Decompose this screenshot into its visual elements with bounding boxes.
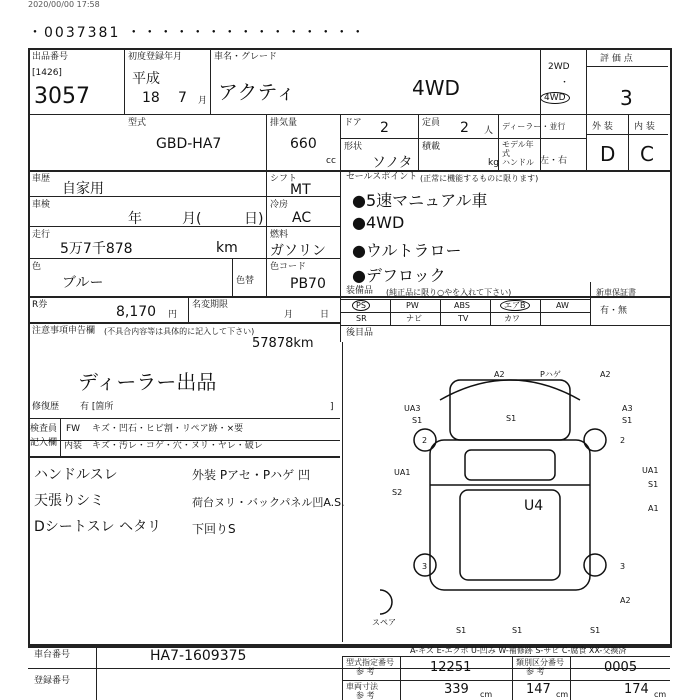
- diagram-label-s1-e: S1: [456, 626, 467, 635]
- displacement: 660: [290, 136, 317, 152]
- diagram-label-s1-b: S1: [506, 414, 517, 423]
- diagram-tire-rl: 3: [422, 562, 428, 571]
- type-approval-label-2: 参 考: [356, 667, 375, 676]
- model-label: 型式: [128, 118, 147, 128]
- height: 174: [624, 682, 649, 697]
- chassis-number: HA7-1609375: [150, 648, 247, 664]
- warranty-value: 有・無: [600, 306, 628, 316]
- history-value: 自家用: [62, 181, 104, 197]
- displacement-label: 排気量: [270, 118, 298, 128]
- car-grade: 4WD: [412, 76, 460, 100]
- shape-label: 形状: [344, 142, 363, 152]
- equip-leather: カワ: [504, 314, 520, 323]
- registration-month: 7: [178, 90, 187, 106]
- diagram-label-s1-g: S1: [590, 626, 601, 635]
- recycle-yen: 円: [168, 310, 178, 320]
- mileage-label: 走行: [32, 230, 51, 240]
- remark-left-3: Dシートスレ ヘタリ: [34, 519, 162, 535]
- diagram-label-a2-right: A2: [600, 370, 611, 379]
- color-change-label: 色替: [236, 276, 255, 286]
- remark-right-3: 下回りS: [192, 522, 236, 536]
- inspector-fw-items: キズ・凹石・ヒビ割・リペア跡・×要: [92, 424, 244, 434]
- color-code-label: 色コード: [270, 262, 307, 272]
- inspector-label-1: 検査員: [30, 424, 58, 434]
- car-name: アクティ: [218, 80, 296, 104]
- score-label: 評 価 点: [600, 54, 633, 64]
- sales-points-title: セールスポイント: [346, 172, 418, 182]
- transfer-label: 名変期限: [192, 300, 229, 310]
- inspector-label-2: 記入欄: [30, 438, 58, 448]
- equipment-title: 装備品: [346, 286, 374, 296]
- model-year: モデル年式: [502, 140, 534, 158]
- remark-right-2: 荷台ヌリ・バックパネル凹A.S.: [192, 496, 345, 509]
- diagram-label-s2: S2: [392, 488, 403, 497]
- width-unit: cm: [556, 690, 569, 699]
- equip-airbag: エアB: [500, 300, 530, 311]
- fuel-value: ガソリン: [270, 243, 326, 259]
- inspection-label: 車検: [32, 200, 51, 210]
- car-name-label: 車名・グレード: [214, 52, 278, 62]
- notes-label: 注意事項申告欄: [32, 326, 96, 336]
- equip-ps: PS: [352, 300, 370, 311]
- sales-point-2-text: 4WD: [365, 213, 405, 232]
- interior-label: 内 装: [634, 122, 655, 132]
- mileage-value: 5万7千878: [60, 241, 133, 257]
- diagram-tire-rr: 3: [620, 562, 626, 571]
- diagram-label-a1: A1: [648, 504, 659, 513]
- notes-sub: (不具合内容等は具体的に記入して下さい): [104, 327, 255, 336]
- diagram-label-s1-c: S1: [622, 416, 633, 425]
- width: 147: [526, 682, 551, 697]
- color-label: 色: [32, 262, 42, 272]
- vehicle-diagram: [380, 360, 640, 620]
- shift-value: MT: [290, 182, 311, 198]
- diagram-tire-fl: 2: [422, 436, 428, 445]
- recycle-value: 8,170: [116, 304, 157, 320]
- inspection-year: 年: [128, 211, 142, 227]
- diagram-label-a2-left: A2: [494, 370, 505, 379]
- sales-point-1-text: 5速マニュアル車: [365, 191, 488, 210]
- chassis-label: 車台番号: [34, 650, 71, 660]
- inspection-month: 月(: [182, 211, 202, 227]
- lot-number: 3057: [34, 84, 90, 109]
- drive-2wd: 2WD: [548, 62, 570, 72]
- recycle-label: R券: [32, 300, 48, 310]
- model-value: GBD-HA7: [156, 136, 222, 152]
- equipment-note: (純正品に限り○やを入れて下さい): [386, 288, 512, 297]
- category-label: 類別区分番号: [516, 658, 564, 667]
- notes-handwritten-km: 57878km: [252, 336, 314, 351]
- category: 0005: [604, 660, 638, 675]
- cc-unit: cc: [326, 156, 336, 166]
- interior-score: C: [640, 142, 654, 166]
- timestamp: 2020/00/00 17:58: [28, 0, 100, 9]
- diagram-label-a2-rear: A2: [620, 596, 631, 605]
- diagram-label-s1-f: S1: [512, 626, 523, 635]
- equip-abs: ABS: [454, 301, 470, 310]
- shape: ソノタ: [372, 155, 413, 171]
- fuel-label: 燃料: [270, 230, 289, 240]
- notes-handwritten: ディーラー出品: [78, 370, 217, 394]
- transfer-month: 月: [284, 310, 294, 320]
- inspector-fw: FW: [66, 424, 81, 434]
- lot-sub: [1426]: [32, 68, 62, 78]
- top-line: ・0037381 ・・・・・・・・・・・・・・・: [28, 25, 367, 41]
- doors: 2: [380, 120, 389, 136]
- history-label: 車歴: [32, 174, 51, 184]
- exterior-score: D: [600, 142, 616, 166]
- diagram-label-ua1-right: UA1: [642, 466, 659, 475]
- sales-point-3: ●ウルトラロー: [352, 241, 462, 260]
- length-unit: cm: [480, 690, 493, 699]
- inspector-interior: 内装: [64, 441, 83, 451]
- remark-right-1: 外装 Pアセ・Pハゲ 凹: [192, 468, 310, 482]
- capacity: 2: [460, 120, 469, 136]
- shift-label: シフト: [270, 174, 298, 184]
- sales-points-note: (正常に機能するものに限ります): [420, 174, 539, 183]
- warranty-label: 新車保証書: [596, 288, 636, 297]
- lot-label: 出品番号: [32, 52, 69, 62]
- dealer-import: ディーラー・並行: [502, 122, 566, 131]
- diagram-label-phage: Pハゲ: [540, 370, 561, 379]
- registration-year: 18: [142, 90, 160, 106]
- remark-left-1: ハンドルスレ: [34, 467, 118, 483]
- diagram-label-ua1-left: UA1: [394, 468, 411, 477]
- diagram-label-s1-a: S1: [412, 416, 423, 425]
- repair-label: 修復歴: [32, 402, 60, 412]
- sales-point-4-text: デフロック: [365, 266, 446, 285]
- diagram-label-spare: スペア: [372, 618, 396, 627]
- load-label: 積載: [422, 142, 441, 152]
- repair-value: 有 [箇所: [80, 402, 114, 412]
- doors-label: ドア: [344, 118, 362, 128]
- category-label-2: 参 考: [526, 667, 545, 676]
- diagram-label-u4: U4: [524, 498, 544, 514]
- type-approval-label: 型式指定番号: [346, 658, 394, 667]
- color-code: PB70: [290, 276, 326, 292]
- handle-label: ハンドル: [502, 158, 534, 167]
- diagram-label-a3: A3: [622, 404, 633, 413]
- score-value: 3: [620, 86, 633, 110]
- equip-sr: SR: [356, 314, 367, 323]
- sales-point-2: ●4WD: [352, 213, 405, 232]
- remark-left-2: 天張りシミ: [34, 493, 104, 509]
- diagram-label-ua3: UA3: [404, 404, 421, 413]
- rear-seat-label: 後目品: [346, 328, 374, 338]
- inspection-day: 日): [244, 211, 264, 227]
- diagram-label-s1-d: S1: [648, 480, 659, 489]
- handle: 左・右: [540, 156, 568, 166]
- diagram-tire-fr: 2: [620, 436, 626, 445]
- registration-label: 初度登録年月: [128, 52, 183, 62]
- registration-month-unit: 月: [198, 96, 208, 106]
- dimensions-label-2: 参 考: [356, 691, 375, 700]
- equip-navi: ナビ: [406, 314, 422, 323]
- transfer-day: 日: [320, 310, 330, 320]
- exterior-label: 外 装: [592, 122, 613, 132]
- aircon-label: 冷房: [270, 200, 289, 210]
- registration-era: 平成: [132, 71, 160, 87]
- kg-unit: kg: [488, 158, 499, 168]
- equip-tv: TV: [458, 314, 469, 323]
- length: 339: [444, 682, 469, 697]
- diagram-legend: A-キズ E-エクボ U-凹み W-補修跡 S-サビ C-腐食 XX-交換済: [410, 646, 627, 655]
- equip-aw: AW: [556, 301, 569, 310]
- person-unit: 人: [484, 126, 494, 136]
- mileage-unit: km: [216, 240, 238, 256]
- sales-point-1: ●5速マニュアル車: [352, 191, 488, 210]
- color-value: ブルー: [62, 275, 104, 291]
- type-approval: 12251: [430, 660, 472, 675]
- sales-point-3-text: ウルトラロー: [365, 241, 462, 260]
- repair-end: ]: [330, 402, 334, 412]
- drive-4wd: 4WD: [540, 92, 570, 104]
- equip-pw: PW: [406, 301, 419, 310]
- registration-number-label: 登録番号: [34, 676, 71, 686]
- dimensions-label: 車両寸法: [346, 682, 378, 691]
- inspector-interior-items: キズ・汚レ・コゲ・穴・ヌリ・ヤレ・破レ: [92, 441, 263, 451]
- capacity-label: 定員: [422, 118, 441, 128]
- sales-point-4: ●デフロック: [352, 266, 446, 285]
- height-unit: cm: [654, 690, 667, 699]
- drive-dot: ・: [560, 78, 570, 88]
- aircon-value: AC: [292, 210, 312, 226]
